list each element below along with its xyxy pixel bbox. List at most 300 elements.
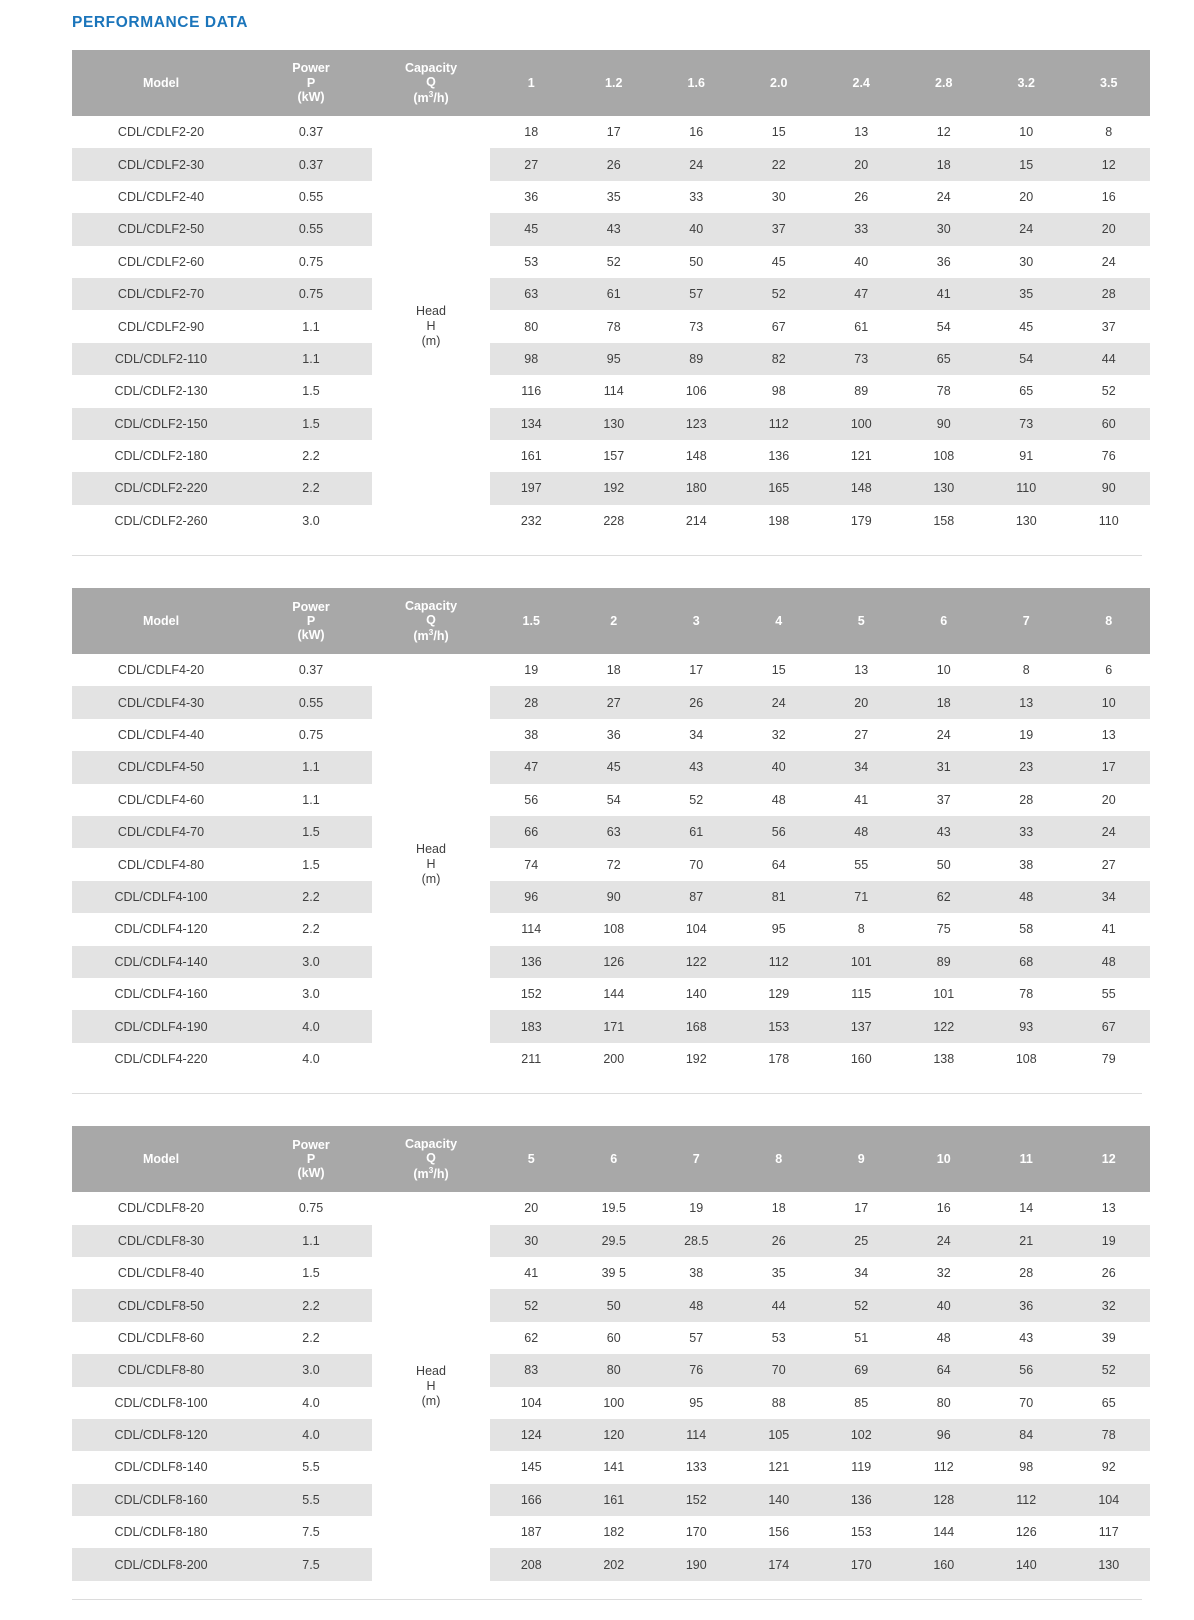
cell-head-value: 47 xyxy=(490,751,573,783)
cell-head-value: 108 xyxy=(573,913,656,945)
cell-power: 0.37 xyxy=(250,116,372,148)
cell-head-value: 8 xyxy=(985,654,1068,686)
cell-head-value: 228 xyxy=(573,505,656,537)
cell-head-value: 114 xyxy=(490,913,573,945)
cell-model: CDL/CDLF8-140 xyxy=(72,1451,250,1483)
perf-table xyxy=(72,588,1150,1075)
header-power-line1: Power xyxy=(292,1137,330,1152)
cell-head-label xyxy=(372,116,490,537)
cell-head-value: 52 xyxy=(738,278,821,310)
tables-container xyxy=(72,50,1142,1600)
cell-model: CDL/CDLF8-30 xyxy=(72,1225,250,1257)
cell-head-value: 88 xyxy=(738,1387,821,1419)
header-capacity-line3: $(m^3/h)$ xyxy=(413,88,449,105)
cell-model: CDL/CDLF4-30 xyxy=(72,686,250,718)
cell-head-value: 15 xyxy=(738,116,821,148)
table-row xyxy=(72,375,1150,407)
header-capacity-line1: Capacity xyxy=(404,598,458,613)
table-row xyxy=(72,1451,1150,1483)
header-flow-6: 2.8 xyxy=(903,50,986,116)
cell-head-value: 48 xyxy=(903,1322,986,1354)
cell-head-value: 28.5 xyxy=(655,1225,738,1257)
cell-head-value: 61 xyxy=(655,816,738,848)
cell-power: 0.37 xyxy=(250,148,372,180)
cell-head-value: 208 xyxy=(490,1548,573,1580)
table-header-row xyxy=(72,1126,1150,1192)
cell-head-value: 24 xyxy=(985,213,1068,245)
cell-head-value: 192 xyxy=(573,472,656,504)
header-capacity xyxy=(372,588,490,654)
cell-head-value: 21 xyxy=(985,1225,1068,1257)
header-capacity-line3: $(m^3/h)$ xyxy=(413,1164,449,1181)
cell-head-value: 17 xyxy=(820,1192,903,1224)
header-flow-6: 6 xyxy=(903,588,986,654)
cell-head-value: 134 xyxy=(490,408,573,440)
cell-power: 0.75 xyxy=(250,719,372,751)
cell-head-value: 152 xyxy=(655,1484,738,1516)
cell-head-value: 13 xyxy=(820,116,903,148)
cell-head-value: 48 xyxy=(655,1289,738,1321)
cell-head-value: 153 xyxy=(820,1516,903,1548)
performance-table-cdl2 xyxy=(72,50,1142,556)
cell-power: 1.1 xyxy=(250,310,372,342)
cell-head-value: 65 xyxy=(985,375,1068,407)
cell-head-value: 70 xyxy=(738,1354,821,1386)
cell-model: CDL/CDLF2-40 xyxy=(72,181,250,213)
cell-model: CDL/CDLF2-30 xyxy=(72,148,250,180)
cell-power: 0.55 xyxy=(250,686,372,718)
cell-model: CDL/CDLF8-200 xyxy=(72,1548,250,1580)
cell-head-value: 138 xyxy=(903,1043,986,1075)
cell-head-value: 102 xyxy=(820,1419,903,1451)
cell-head-value: 40 xyxy=(738,751,821,783)
cell-head-value: 29.5 xyxy=(573,1225,656,1257)
table-row xyxy=(72,751,1150,783)
header-flow-2: 1.2 xyxy=(573,50,656,116)
cell-head-value: 133 xyxy=(655,1451,738,1483)
cell-head-value: 30 xyxy=(985,246,1068,278)
table-row xyxy=(72,343,1150,375)
table-header-row xyxy=(72,588,1150,654)
cell-head-value: 78 xyxy=(903,375,986,407)
cell-head-value: 30 xyxy=(903,213,986,245)
cell-head-value: 90 xyxy=(1068,472,1151,504)
cell-model: CDL/CDLF8-160 xyxy=(72,1484,250,1516)
cell-head-value: 67 xyxy=(738,310,821,342)
table-row xyxy=(72,1043,1150,1075)
cell-head-value: 211 xyxy=(490,1043,573,1075)
cell-head-value: 119 xyxy=(820,1451,903,1483)
cell-head-value: 37 xyxy=(1068,310,1151,342)
cell-head-value: 26 xyxy=(1068,1257,1151,1289)
cell-head-value: 90 xyxy=(573,881,656,913)
header-flow-8: 12 xyxy=(1068,1126,1151,1192)
table-row xyxy=(72,181,1150,213)
cell-head-value: 161 xyxy=(573,1484,656,1516)
header-capacity-exponent: 3 xyxy=(428,88,434,99)
cell-head-value: 32 xyxy=(1068,1289,1151,1321)
cell-head-value: 121 xyxy=(738,1451,821,1483)
header-power-line1: Power xyxy=(292,61,330,76)
cell-head-value: 44 xyxy=(738,1289,821,1321)
cell-head-value: 56 xyxy=(490,784,573,816)
cell-head-value: 171 xyxy=(573,1010,656,1042)
cell-model: CDL/CDLF4-220 xyxy=(72,1043,250,1075)
cell-power: 4.0 xyxy=(250,1043,372,1075)
cell-head-value: 82 xyxy=(738,343,821,375)
cell-head-value: 202 xyxy=(573,1548,656,1580)
cell-head-value: 40 xyxy=(903,1289,986,1321)
cell-model: CDL/CDLF8-120 xyxy=(72,1419,250,1451)
cell-head-value: 170 xyxy=(820,1548,903,1580)
cell-power: 7.5 xyxy=(250,1516,372,1548)
cell-head-value: 28 xyxy=(490,686,573,718)
cell-head-value: 136 xyxy=(820,1484,903,1516)
cell-power: 3.0 xyxy=(250,505,372,537)
table-row xyxy=(72,1289,1150,1321)
cell-head-value: 30 xyxy=(490,1225,573,1257)
cell-power: 2.2 xyxy=(250,440,372,472)
cell-head-value: 32 xyxy=(903,1257,986,1289)
table-row xyxy=(72,1387,1150,1419)
cell-head-value: 18 xyxy=(903,686,986,718)
cell-head-value: 87 xyxy=(655,881,738,913)
cell-power: 2.2 xyxy=(250,913,372,945)
cell-head-value: 80 xyxy=(903,1387,986,1419)
cell-head-value: 33 xyxy=(655,181,738,213)
cell-head-value: 110 xyxy=(1068,505,1151,537)
cell-head-value: 52 xyxy=(1068,1354,1151,1386)
cell-head-value: 145 xyxy=(490,1451,573,1483)
cell-head-value: 96 xyxy=(903,1419,986,1451)
cell-head-value: 50 xyxy=(573,1289,656,1321)
cell-model: CDL/CDLF2-60 xyxy=(72,246,250,278)
cell-head-value: 18 xyxy=(573,654,656,686)
table-row xyxy=(72,246,1150,278)
cell-head-value: 28 xyxy=(985,1257,1068,1289)
cell-head-value: 137 xyxy=(820,1010,903,1042)
cell-head-value: 80 xyxy=(573,1354,656,1386)
cell-head-value: 232 xyxy=(490,505,573,537)
cell-head-value: 65 xyxy=(1068,1387,1151,1419)
cell-head-value: 100 xyxy=(820,408,903,440)
cell-head-value: 95 xyxy=(738,913,821,945)
table-row xyxy=(72,719,1150,751)
cell-head-value: 13 xyxy=(985,686,1068,718)
cell-head-value: 60 xyxy=(1068,408,1151,440)
cell-head-value: 70 xyxy=(985,1387,1068,1419)
cell-model: CDL/CDLF4-70 xyxy=(72,816,250,848)
cell-head-value: 24 xyxy=(738,686,821,718)
cell-head-value: 112 xyxy=(903,1451,986,1483)
cell-head-value: 156 xyxy=(738,1516,821,1548)
cell-head-value: 198 xyxy=(738,505,821,537)
cell-head-value: 170 xyxy=(655,1516,738,1548)
cell-head-value: 52 xyxy=(1068,375,1151,407)
cell-head-value: 35 xyxy=(985,278,1068,310)
cell-head-value: 43 xyxy=(655,751,738,783)
cell-power: 0.55 xyxy=(250,213,372,245)
cell-power: 0.75 xyxy=(250,246,372,278)
cell-head-value: 130 xyxy=(985,505,1068,537)
cell-head-value: 144 xyxy=(903,1516,986,1548)
table-row xyxy=(72,1516,1150,1548)
table-row xyxy=(72,978,1150,1010)
cell-head-value: 123 xyxy=(655,408,738,440)
cell-head-value: 104 xyxy=(490,1387,573,1419)
cell-head-value: 23 xyxy=(985,751,1068,783)
cell-head-value: 52 xyxy=(655,784,738,816)
cell-head-value: 20 xyxy=(1068,784,1151,816)
table-row xyxy=(72,816,1150,848)
cell-head-value: 61 xyxy=(573,278,656,310)
cell-head-value: 122 xyxy=(655,946,738,978)
cell-head-value: 19 xyxy=(655,1192,738,1224)
cell-head-value: 180 xyxy=(655,472,738,504)
head-label-line1: Head xyxy=(416,842,446,857)
cell-head-value: 36 xyxy=(490,181,573,213)
cell-power: 3.0 xyxy=(250,946,372,978)
cell-head-value: 54 xyxy=(985,343,1068,375)
cell-power: 0.75 xyxy=(250,278,372,310)
header-capacity-exponent: 3 xyxy=(428,626,434,637)
cell-head-value: 20 xyxy=(820,148,903,180)
cell-head-value: 105 xyxy=(738,1419,821,1451)
header-flow-3: 3 xyxy=(655,588,738,654)
head-label-line3: (m) xyxy=(421,1394,441,1408)
cell-head-value: 129 xyxy=(738,978,821,1010)
cell-head-value: 214 xyxy=(655,505,738,537)
cell-head-value: 130 xyxy=(903,472,986,504)
cell-head-value: 20 xyxy=(820,686,903,718)
table-row xyxy=(72,654,1150,686)
head-label-line1: Head xyxy=(416,304,446,319)
table-row xyxy=(72,784,1150,816)
cell-head-value: 140 xyxy=(655,978,738,1010)
cell-head-value: 17 xyxy=(573,116,656,148)
cell-head-value: 100 xyxy=(573,1387,656,1419)
cell-head-value: 26 xyxy=(820,181,903,213)
cell-head-value: 15 xyxy=(738,654,821,686)
perf-table xyxy=(72,1126,1150,1581)
cell-head-value: 38 xyxy=(985,848,1068,880)
cell-head-value: 74 xyxy=(490,848,573,880)
cell-model: CDL/CDLF2-70 xyxy=(72,278,250,310)
cell-head-value: 90 xyxy=(903,408,986,440)
cell-model: CDL/CDLF2-130 xyxy=(72,375,250,407)
cell-head-value: 98 xyxy=(490,343,573,375)
cell-head-value: 16 xyxy=(655,116,738,148)
cell-model: CDL/CDLF4-40 xyxy=(72,719,250,751)
cell-head-value: 81 xyxy=(738,881,821,913)
cell-power: 2.2 xyxy=(250,1289,372,1321)
cell-head-value: 15 xyxy=(985,148,1068,180)
header-power-line3: (kW) xyxy=(297,628,325,643)
cell-power: 2.2 xyxy=(250,472,372,504)
cell-head-value: 18 xyxy=(738,1192,821,1224)
cell-head-value: 52 xyxy=(490,1289,573,1321)
cell-head-value: 136 xyxy=(738,440,821,472)
cell-head-value: 98 xyxy=(985,1451,1068,1483)
cell-head-value: 66 xyxy=(490,816,573,848)
header-model: Model xyxy=(72,1126,250,1192)
cell-head-value: 64 xyxy=(738,848,821,880)
cell-power: 5.5 xyxy=(250,1451,372,1483)
cell-power: 4.0 xyxy=(250,1419,372,1451)
header-flow-3: 1.6 xyxy=(655,50,738,116)
cell-model: CDL/CDLF4-160 xyxy=(72,978,250,1010)
cell-head-value: 183 xyxy=(490,1010,573,1042)
head-label-line3: (m) xyxy=(421,872,441,887)
cell-head-value: 19 xyxy=(985,719,1068,751)
cell-power: 0.55 xyxy=(250,181,372,213)
cell-head-value: 26 xyxy=(655,686,738,718)
cell-head-value: 12 xyxy=(903,116,986,148)
cell-head-value: 120 xyxy=(573,1419,656,1451)
cell-head-value: 112 xyxy=(985,1484,1068,1516)
cell-head-value: 157 xyxy=(573,440,656,472)
cell-head-value: 10 xyxy=(985,116,1068,148)
table-row xyxy=(72,505,1150,537)
cell-head-value: 19.5 xyxy=(573,1192,656,1224)
cell-head-value: 38 xyxy=(655,1257,738,1289)
header-flow-1: 5 xyxy=(490,1126,573,1192)
cell-head-value: 70 xyxy=(655,848,738,880)
cell-power: 1.5 xyxy=(250,375,372,407)
header-flow-5: 5 xyxy=(820,588,903,654)
table-header-row xyxy=(72,50,1150,116)
cell-model: CDL/CDLF8-80 xyxy=(72,1354,250,1386)
cell-head-value: 158 xyxy=(903,505,986,537)
cell-head-value: 13 xyxy=(1068,1192,1151,1224)
cell-head-value: 179 xyxy=(820,505,903,537)
cell-head-value: 27 xyxy=(490,148,573,180)
cell-head-value: 68 xyxy=(985,946,1068,978)
cell-head-value: 95 xyxy=(573,343,656,375)
cell-head-value: 91 xyxy=(985,440,1068,472)
performance-table-cdl4 xyxy=(72,588,1142,1094)
cell-power: 2.2 xyxy=(250,881,372,913)
head-label-line1: Head xyxy=(416,1364,446,1378)
header-power xyxy=(250,50,372,116)
cell-head-value: 33 xyxy=(820,213,903,245)
cell-head-value: 95 xyxy=(655,1387,738,1419)
cell-head-value: 48 xyxy=(738,784,821,816)
cell-head-value: 37 xyxy=(738,213,821,245)
cell-power: 3.0 xyxy=(250,1354,372,1386)
cell-head-value: 56 xyxy=(738,816,821,848)
cell-head-value: 112 xyxy=(738,946,821,978)
cell-head-value: 34 xyxy=(820,1257,903,1289)
cell-head-value: 39 5 xyxy=(573,1257,656,1289)
header-capacity-line3: $(m^3/h)$ xyxy=(413,626,449,643)
cell-head-value: 60 xyxy=(573,1322,656,1354)
cell-head-value: 18 xyxy=(490,116,573,148)
header-flow-8: 8 xyxy=(1068,588,1151,654)
cell-head-value: 192 xyxy=(655,1043,738,1075)
cell-head-value: 89 xyxy=(820,375,903,407)
cell-model: CDL/CDLF4-60 xyxy=(72,784,250,816)
cell-head-value: 45 xyxy=(490,213,573,245)
cell-head-value: 34 xyxy=(655,719,738,751)
cell-model: CDL/CDLF2-20 xyxy=(72,116,250,148)
cell-head-value: 27 xyxy=(1068,848,1151,880)
header-flow-4: 8 xyxy=(738,1126,821,1192)
cell-model: CDL/CDLF4-100 xyxy=(72,881,250,913)
cell-power: 3.0 xyxy=(250,978,372,1010)
cell-head-value: 93 xyxy=(985,1010,1068,1042)
table-row xyxy=(72,946,1150,978)
header-flow-2: 6 xyxy=(573,1126,656,1192)
cell-head-value: 53 xyxy=(490,246,573,278)
cell-head-value: 98 xyxy=(738,375,821,407)
cell-power: 7.5 xyxy=(250,1548,372,1580)
cell-head-value: 126 xyxy=(573,946,656,978)
cell-head-value: 16 xyxy=(1068,181,1151,213)
header-flow-4: 4 xyxy=(738,588,821,654)
cell-head-value: 182 xyxy=(573,1516,656,1548)
header-capacity-line1: Capacity xyxy=(404,1137,458,1152)
cell-head-value: 152 xyxy=(490,978,573,1010)
cell-head-value: 144 xyxy=(573,978,656,1010)
cell-head-value: 43 xyxy=(903,816,986,848)
cell-head-value: 62 xyxy=(490,1322,573,1354)
cell-head-value: 108 xyxy=(903,440,986,472)
cell-head-value: 24 xyxy=(903,719,986,751)
cell-head-value: 136 xyxy=(490,946,573,978)
cell-head-value: 41 xyxy=(1068,913,1151,945)
table-row xyxy=(72,408,1150,440)
cell-head-value: 27 xyxy=(573,686,656,718)
head-label-line2: H xyxy=(426,857,436,872)
cell-head-value: 63 xyxy=(573,816,656,848)
table-row xyxy=(72,1192,1150,1224)
cell-power: 1.1 xyxy=(250,343,372,375)
cell-head-value: 19 xyxy=(1068,1225,1151,1257)
header-capacity xyxy=(372,1126,490,1192)
cell-head-value: 190 xyxy=(655,1548,738,1580)
table-row xyxy=(72,1548,1150,1580)
cell-model: CDL/CDLF2-220 xyxy=(72,472,250,504)
cell-head-value: 19 xyxy=(490,654,573,686)
cell-head-value: 55 xyxy=(1068,978,1151,1010)
cell-head-value: 110 xyxy=(985,472,1068,504)
cell-head-value: 78 xyxy=(985,978,1068,1010)
cell-head-value: 61 xyxy=(820,310,903,342)
cell-head-value: 43 xyxy=(985,1322,1068,1354)
cell-head-value: 116 xyxy=(490,375,573,407)
header-flow-7: 11 xyxy=(985,1126,1068,1192)
cell-head-value: 48 xyxy=(820,816,903,848)
cell-head-value: 53 xyxy=(738,1322,821,1354)
header-power xyxy=(250,588,372,654)
cell-head-value: 166 xyxy=(490,1484,573,1516)
cell-head-value: 63 xyxy=(490,278,573,310)
header-capacity-line2: Q xyxy=(426,613,436,628)
cell-head-value: 8 xyxy=(1068,116,1151,148)
cell-head-value: 174 xyxy=(738,1548,821,1580)
cell-head-value: 26 xyxy=(738,1225,821,1257)
cell-head-value: 13 xyxy=(820,654,903,686)
head-label-line3: (m) xyxy=(421,334,441,349)
cell-head-value: 27 xyxy=(820,719,903,751)
header-model: Model xyxy=(72,50,250,116)
cell-model: CDL/CDLF2-50 xyxy=(72,213,250,245)
head-label-line2: H xyxy=(426,1379,436,1393)
cell-power: 1.5 xyxy=(250,816,372,848)
table-row xyxy=(72,472,1150,504)
cell-head-value: 72 xyxy=(573,848,656,880)
